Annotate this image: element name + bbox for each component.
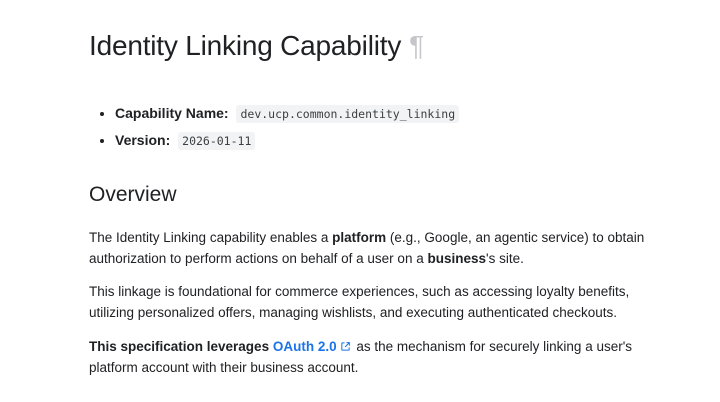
page-title bbox=[89, 30, 424, 62]
p1-text-b: (e.g., Google, an agentic service) to obtain authorization to perform actions on behalf of a user on a bbox=[89, 230, 645, 266]
oauth-link-text: OAuth 2.0 bbox=[272, 339, 337, 354]
p3-bold-lead: This specification leverages bbox=[89, 339, 273, 354]
version-value: 2026-01-11 bbox=[178, 132, 255, 150]
p3-text-b: as the mechanism for securely linking a user's platform account with their business account. bbox=[89, 339, 633, 375]
overview-paragraph-1 bbox=[89, 227, 669, 269]
overview-paragraph-3 bbox=[89, 336, 669, 378]
heading-anchor-link[interactable]: ¶ bbox=[409, 30, 424, 61]
p1-text-c: 's site. bbox=[486, 251, 524, 266]
capability-name-value: dev.ucp.common.identity_linking bbox=[236, 105, 459, 123]
list-item-version bbox=[115, 127, 459, 154]
p1-bold-platform: platform bbox=[332, 230, 387, 245]
list-item-capability-name bbox=[115, 100, 459, 127]
version-label: Version: bbox=[115, 132, 171, 148]
page-title-text: Identity Linking Capability bbox=[89, 30, 402, 61]
overview-heading: Overview bbox=[89, 183, 177, 206]
p1-bold-business: business bbox=[427, 251, 486, 266]
oauth-link[interactable] bbox=[273, 339, 337, 354]
capability-name-label: Capability Name: bbox=[115, 105, 229, 121]
overview-paragraph-2: This linkage is foundational for commerce experiences, such as accessing loyalty benefits, utilizing personalized offers, managing wishlists, and executing authenticated checkouts. bbox=[89, 284, 630, 320]
p1-text-a: The Identity Linking capability enables a bbox=[89, 230, 333, 245]
capability-meta-list bbox=[89, 100, 459, 154]
external-link-icon bbox=[340, 341, 351, 352]
